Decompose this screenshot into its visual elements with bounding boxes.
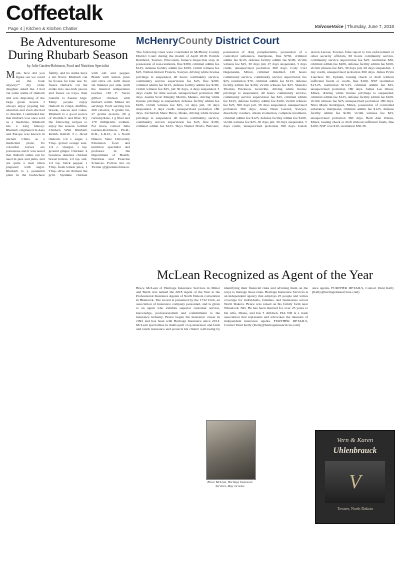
ad-monogram-icon: V [348, 470, 362, 493]
page-label: Page 4 | Kitchen & Kitchen Chatter [8, 26, 78, 31]
edition-date: Thursday, June 7, 2018 [347, 24, 394, 29]
court-title-b: County [178, 36, 213, 47]
ad-top-line: Vern & Karen [336, 437, 374, 444]
advertisement[interactable] [315, 430, 395, 524]
logo: Coffeetalk [6, 2, 103, 25]
mclean-headline: McLean Recognized as Agent of the Year [156, 267, 374, 282]
court-report-body: The following cases were concluded in McHenry County District Court during the month of April 2018. Patrick Reinhold, Towner, Wisconsin, furnace inspection stop, in possession of non-residents, fine $300, criminal admin fee $125, defense facility admin fee $100, victim witness fee $25. Nathan Robert Francis, Sawyer, driving while license privilege is suspended, 40 hours community service, community service supervision fee $25, fine $200, criminal admin fee $125, defense facility admin fee $100, victim witness fee $25, jail 30 days, 4 days suspended, 3 days credit for time served, unsupervised probation 360 days. Austin Scott Murphy Martin, Menno, driving while license privilege is suspended, defense facility admin fee $100, victim witness fee $25, 14 days jail, 10 days suspended, 4 days credit, unsupervised probation 180 days. Zachariah Shaw Brice, Drake, driving while license privilege is suspended, 40 hours community service, community service supervision fee $25, fine $100, criminal admin fee $125. Skyo Daniel Davis, Belcourt, possession of drug paraphernalia, possession of a controlled substance, marijuana, fine $750, criminal admin fee $125, defense facility admin fee $100, victim witness fee $25, 30 days jail, 27 days suspended, 3 days credit, unsupervised probation 360 days. Cody Carl Degenstein, Minot, criminal mischief, 120 hours community service, community service supervision fee $25, restitution $70, criminal admin fee $125, defense facility admin fee $100, victim witness fee $25. Shandra Thomas Erickson, Granville, driving while license privilege is suspended, 40 hours community service, community service supervision fee $25, criminal admin fee $125, defense facility admin fee $100, victim witness fee $25, 360 days jail, 30 days suspended, unsupervised probation 360 days. Jesse Dean Gerard, Sawyer, disorderly conduct, obtain evaluation, complete treatment, criminal admin fee $125, defense facility admin fee $100, victim witness fee $25, 30 days jail, 30 days suspended, 3 days credit, unsupervised probation 360 days. Isaiah Aaron Larson, Towner, false report to law enforcement or other security officials, 60 hours community service, community service supervision fee $25, restitution $36, criminal admin fee $200, defense facility admin fee $100, victim witness fee $25, 30 days jail, 29 days suspended, 1 day credit, unsupervised probation 360 days. James Ervin Lanchow III, Upham, issuing check or draft without sufficient funds or credit, fine $100, NSF restitution $13.25, restitution $13.25, criminal admin fee $25, unsupervised probation 180 days. James Lee Olson, Minot, driving while license privilege is suspended, criminal admin fee $125, defense facility admin fee $100, victim witness fee $25, unsupervised probation 180 days. Nina Marie Rodriguez, Minot, possession of controlled substance, marijuana, criminal admin fee $125, defense facility admin fee $100, victim witness fee $25, unsupervised probation 360 days. Beth Ann Warnu, Minot, issuing check or draft without sufficient funds, fine $100, NSF cost $10, restitution $30.39. [136, 50, 394, 128]
mclean-body: Bruce McLean of Heritage Insurance Services in Minot and Berth was named the 2018 Agent of the Year at the Professional Insurance Agents of North Dakota convention in Bismarck. The award is presented by the 1732 Club, an association of insurance company personnel, and is given to an agent who exhibits superior customer service, knowledge, professionalism and commitment to the insurance industry. Bruce began his insurance career in 1992 and has been with Heritage Insurance since 2013. McLean specializes in multi-peril crop insurance and farm and ranch insurance and protects his clients' well-being by identifying their financial risks and advising them on the ways to manage those risks. Heritage Insurance Services is an independent agency that employs 25 people and writes coverage for individuals, families, and businesses across North Dakota. Bruce was raised on his family farm near Wheelock, ND. He has been married for over 23 years to his wife, Diana, and has 3 children. PIA ND is a trade association that represents and advocates the interests of independent insurance agents. FURTHER DETAILS, Contact Dani Kelly (Kelly@heritageinsservices.com) [136, 286, 308, 331]
edition-info: VolvoxeVoice | Thursday, June 7, 2018 [314, 24, 394, 29]
dropcap: M [6, 70, 15, 81]
mclean-continued [312, 286, 394, 294]
court-report [136, 36, 394, 272]
rhubarb-body-columns [6, 71, 130, 177]
rhubarb-article [6, 36, 130, 177]
masthead-rule [6, 32, 394, 33]
ad-logo-box [325, 461, 385, 503]
ad-footer: Towner, North Dakota [337, 506, 373, 511]
masthead [6, 2, 394, 34]
rhubarb-byline: by Julie Garden-Robinson, Food and Nutrition Specialist [27, 64, 109, 68]
photo-caption: Bruce McLean, Heritage Insurance Services, May 24 issue [207, 480, 253, 488]
court-title-c: District Court [215, 36, 280, 47]
court-report-title [136, 36, 394, 47]
rhubarb-headline: Be Adventuresome During Rhubarb Season [7, 35, 129, 62]
ad-name: Uhlenbrauck [333, 446, 377, 455]
mclean-article [136, 286, 308, 416]
mclean-continued-text: ance agents. FURTHER DETAILS, Contact Dani Kelly (Kelly@heritageinsservices.com) [312, 286, 394, 295]
court-title-a: McHenry [136, 36, 179, 47]
mclean-photo [206, 420, 256, 480]
rhubarb-body: om, how did you figure out we could eat the bark anyway?" my older daughter asked me. I had cut some stalks of rhubarb and was disposing of the large green leaves. I always enjoy piquing her attention and even she had to chuckle. I reminded her that rhubarb was once sold as a medicine. Rhubarb has a long history. Rhubarb originated in Asia and Europe was known in ancient China as a medicinal plant. Its colourful leaves are poisonous and it was noted that rhubarb stalks can be used in pies and jams, and are quite a treat when prepared with sugar. Rhubarb is a perennial plant in the buckwheat family, and its stalks have a tart flavor. Rhubarb can be frozen for later use. To freeze rhubarb, cut the stalks into one-inch pieces and freeze on trays, then transfer to freezer bags. Many people enjoy rhubarb in crisps, muffins, breads, sauces and cakes. Rhubarb is a good source of vitamin C and fiber. Try the following recipes to enjoy the season. Grilled Chicken With Rhubarb Relish. Relish: 3 c. diced rhubarb, 1/4 c. sugar, 1 Tbsp. grated orange zest, 1/4 c. vinegar, 1 tsp. ground ginger. Chicken: 4 boneless skinless chicken breast halves, 1/2 tsp. salt, 1/2 tsp. black pepper, 1 Tbsp. fresh lemon juice, 1 Tbsp. olive oil. Preheat the grill. Sprinkle chicken with salt and pepper. Brush with lemon juice and olive oil. Grill about six minutes per side, until the internal temperature reaches 165 F. Serve grilled chicken with rhubarb relish. Makes six servings. Each serving has 200 calories, 6 grams fat, 27 grams protein, 29 g carbohydrate, 1 g fiber and 170 milligrams sodium. For more, contact Julie Garden-Robinson, Ph.D., R.D., L.R.D., is a North Dakota State University Extension food and nutrition specialist and professor in the Department of Health, Nutrition and Exercise Sciences. Follow her on Twitter @jgardenrobinson. [6, 71, 130, 178]
edition-name: VolvoxeVoice [314, 24, 344, 29]
